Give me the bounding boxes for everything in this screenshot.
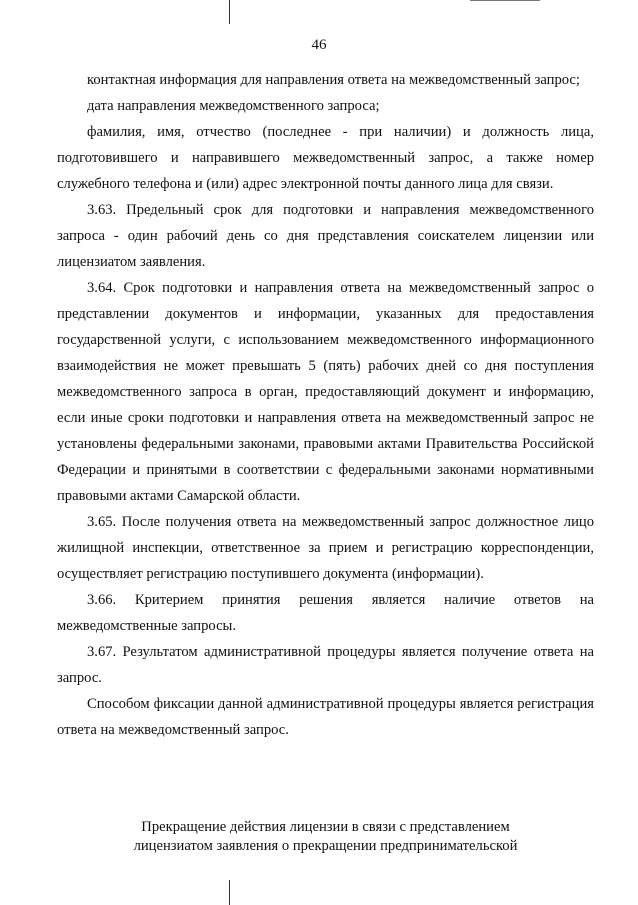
- paragraph: 3.64. Срок подготовки и направления ответа на межведомственный запрос о представлении документов и информации, указанных для предоставления государственной услуги, с использованием межведомственного информационного взаимодействия не может превышать 5 (пять) рабочих дней со дня поступления межведомственного запроса в орган, предоставляющий документ и информацию, если иные сроки подготовки и направления ответа на межведомственный запрос не установлены федеральными законами, правовыми актами Правительства Российской Федерации и принятыми в соответствии с федеральными законами нормативными правовыми актами Самарской области.: [57, 280, 594, 504]
- paragraph: 3.63. Предельный срок для подготовки и направления межведомственного запроса - один рабочий день со дня представления соискателем лицензии или лицензиатом заявления.: [57, 202, 594, 270]
- section-heading-line: лицензиатом заявления о прекращении предпринимательской: [133, 838, 518, 854]
- section-heading-line: Прекращение действия лицензии в связи с представлением: [141, 819, 510, 835]
- scan-fold-line-bottom: [229, 880, 230, 905]
- scan-fold-line: [229, 0, 230, 24]
- paragraph: контактная информация для направления ответа на межведомственный запрос;: [87, 72, 580, 88]
- paragraph: фамилия, имя, отчество (последнее - при наличии) и должность лица, подготовившего и направившего межведомственный запрос, а также номер служебного телефона и (или) адрес электронной почты данного лица для связи.: [57, 124, 594, 192]
- paragraph: 3.65. После получения ответа на межведомственный запрос должностное лицо жилищной инспекции, ответственное за прием и регистрацию корреспонденции, осуществляет регистрацию поступившего документа (информации).: [57, 514, 594, 582]
- page-number: 46: [311, 37, 327, 53]
- body-text: [57, 67, 594, 743]
- paragraph: 3.66. Критерием принятия решения является наличие ответов на межведомственные запросы.: [57, 592, 594, 634]
- scan-edge-mark: [470, 0, 540, 1]
- paragraph: дата направления межведомственного запроса;: [87, 98, 380, 114]
- paragraph: 3.67. Результатом административной процедуры является получение ответа на запрос.: [57, 644, 594, 686]
- section-heading: [57, 818, 594, 856]
- paragraph: Способом фиксации данной административной процедуры является регистрация ответа на межведомственный запрос.: [57, 696, 594, 738]
